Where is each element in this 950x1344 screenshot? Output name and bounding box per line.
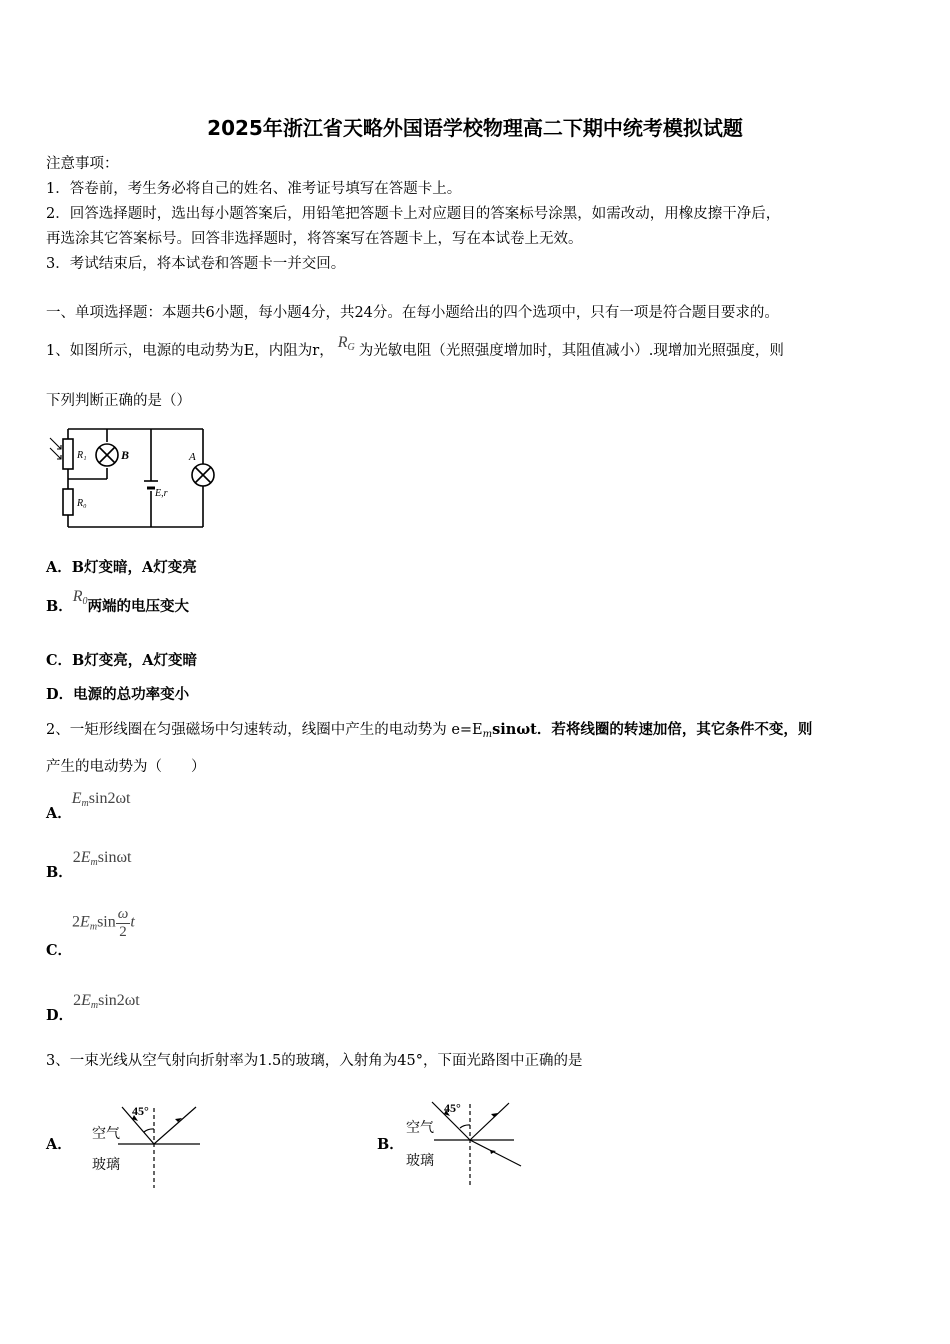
q2-option-b: B．$2E_m\sin\omega t$ bbox=[46, 849, 132, 881]
q1-option-b: B．$R_0$两端的电压变大 bbox=[46, 588, 190, 615]
source-label: E,r bbox=[155, 488, 168, 499]
note-item: 再选涂其它答案标号。回答非选择题时，将答案写在答题卡上，写在本试卷上无效。 bbox=[46, 231, 583, 247]
glass-label: 玻璃 bbox=[92, 1158, 120, 1173]
q2-stem: 2、一矩形线圈在匀强磁场中匀速转动，线圈中产生的电动势为 $e=E_m\sin\omega t$．若将线圈的转速加倍，其它条件不变，则 bbox=[46, 721, 813, 740]
q1-option-c: C．B灯变亮，A灯变暗 bbox=[46, 652, 198, 669]
battery-icon bbox=[144, 481, 158, 488]
lamp-b-label: B bbox=[121, 448, 130, 462]
r0-resistor bbox=[63, 489, 73, 515]
section-heading: 一、单项选择题：本题共6小题，每小题4分，共24分。在每小题给出的四个选项中，只有一项是符合题目要求的。 bbox=[46, 305, 779, 321]
q1-stem-a: 1、如图所示，电源的电动势为E，内阻为r， bbox=[46, 343, 334, 359]
q3-option-b-label: B． bbox=[377, 1136, 404, 1153]
r1-label: R₁ bbox=[77, 450, 87, 461]
q1-stem-b: 为光敏电阻（光照强度增加时，其阻值减小）.现增加光照强度，则 bbox=[358, 343, 784, 359]
q1-stem bbox=[46, 334, 784, 361]
light-arrows-icon bbox=[50, 438, 61, 459]
q3-option-a-label: A． bbox=[46, 1136, 72, 1153]
q3-diagram-b bbox=[404, 1094, 529, 1190]
note-item: 1．答卷前，考生务必将自己的姓名、准考证号填写在答题卡上。 bbox=[46, 181, 462, 197]
q1-stem-line2: 下列判断正确的是（） bbox=[46, 393, 191, 409]
air-label: 空气 bbox=[406, 1121, 434, 1136]
q3-stem: 3、一束光线从空气射向折射率为1.5的玻璃，入射角为45°，下面光路图中正确的是 bbox=[46, 1053, 583, 1069]
r0-label: R₀ bbox=[77, 498, 87, 509]
circuit-diagram bbox=[48, 424, 218, 532]
note-item: 2．回答选择题时，选出每小题答案后，用铅笔把答题卡上对应题目的答案标号涂黑，如需改动，用橡皮擦干净后， bbox=[46, 206, 781, 222]
angle-label: 45° bbox=[132, 1104, 149, 1118]
r0-symbol: $R_0$ bbox=[72, 588, 88, 607]
glass-label: 玻璃 bbox=[406, 1154, 434, 1169]
r1-resistor bbox=[63, 439, 73, 469]
q2-stem-line2: 产生的电动势为（ ） bbox=[46, 759, 206, 775]
q2-option-c: C．$2E_m\sin$ $\frac{\omega}{2}$ t bbox=[46, 906, 135, 959]
note-item: 3．考试结束后，将本试卷和答题卡一并交回。 bbox=[46, 256, 346, 272]
page-title: 2025年浙江省天略外国语学校物理高二下期中统考模拟试题 bbox=[207, 116, 743, 140]
rg-symbol: $R_G$ bbox=[337, 334, 355, 353]
angle-label: 45° bbox=[444, 1101, 461, 1115]
notes-heading: 注意事项： bbox=[46, 156, 119, 172]
q2-option-d: D．$2E_m\sin 2\omega t$ bbox=[46, 992, 140, 1024]
lamp-a-icon bbox=[192, 464, 214, 486]
q1-option-a: A．B灯变暗，A灯变亮 bbox=[46, 559, 197, 576]
air-label: 空气 bbox=[92, 1127, 120, 1142]
q1-option-d: D．电源的总功率变小 bbox=[46, 686, 190, 703]
q2-option-a: A．$E_m\sin 2\omega t$ bbox=[46, 790, 131, 822]
lamp-b-icon bbox=[96, 444, 118, 466]
q3-diagram-a bbox=[88, 1094, 208, 1190]
fraction: $\frac{\omega}{2}$ bbox=[117, 906, 129, 940]
lamp-a-label: A bbox=[189, 451, 196, 463]
